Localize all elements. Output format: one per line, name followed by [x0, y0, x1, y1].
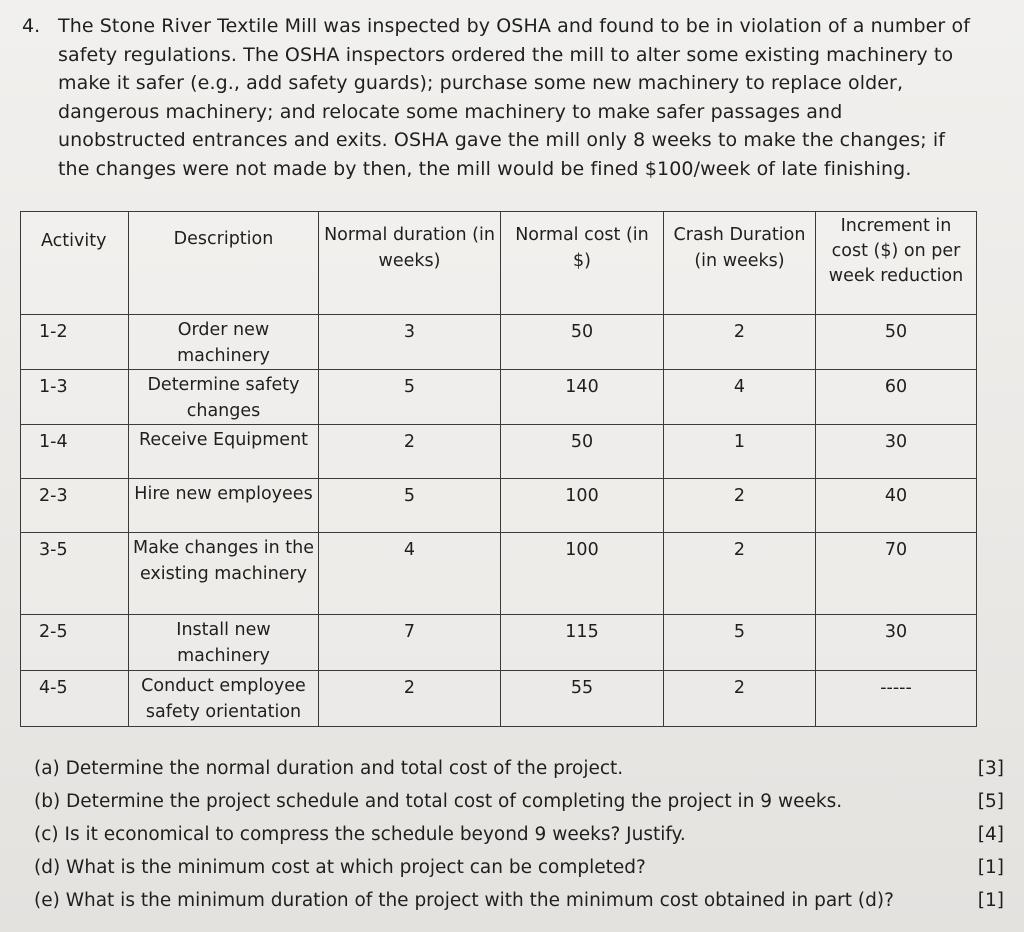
- cell-activity: 4-5: [21, 671, 129, 727]
- cell-activity: 3-5: [21, 533, 129, 615]
- sub-question-marks: [3]: [977, 758, 1004, 779]
- cell-normal-duration: 2: [319, 425, 501, 479]
- cell-normal-cost: 100: [501, 479, 664, 533]
- table-header-row: [21, 212, 977, 315]
- header-activity: Activity: [21, 212, 129, 315]
- cell-normal-cost: 50: [501, 425, 664, 479]
- cell-normal-duration: 4: [319, 533, 501, 615]
- cell-normal-cost: 100: [501, 533, 664, 615]
- cell-activity: 1-3: [21, 370, 129, 425]
- sub-questions: [34, 752, 1004, 917]
- table-row: [21, 671, 977, 727]
- cell-description: Determine safety changes: [129, 370, 319, 425]
- cell-description: Hire new employees: [129, 479, 319, 533]
- sub-question-marks: [4]: [977, 824, 1004, 845]
- cell-increment: -----: [816, 671, 977, 727]
- cell-activity: 1-2: [21, 315, 129, 370]
- cell-increment: 70: [816, 533, 977, 615]
- header-increment-cost: Increment in cost ($) on per week reduction: [816, 212, 977, 315]
- cell-activity: 2-3: [21, 479, 129, 533]
- table-row: [21, 615, 977, 671]
- table-row: [21, 425, 977, 479]
- header-crash-duration: Crash Duration (in weeks): [664, 212, 816, 315]
- table-row: [21, 533, 977, 615]
- cell-description: Install new machinery: [129, 615, 319, 671]
- activity-table-container: [20, 211, 976, 727]
- sub-question-text: (a) Determine the normal duration and total cost of the project.: [34, 758, 624, 779]
- cell-activity: 1-4: [21, 425, 129, 479]
- cell-crash-duration: 1: [664, 425, 816, 479]
- cell-crash-duration: 2: [664, 315, 816, 370]
- cell-normal-cost: 55: [501, 671, 664, 727]
- sub-question-text: (d) What is the minimum cost at which project can be completed?: [34, 857, 646, 878]
- sub-question-marks: [5]: [977, 791, 1004, 812]
- question-number: 4.: [22, 15, 41, 37]
- cell-crash-duration: 4: [664, 370, 816, 425]
- cell-activity: 2-5: [21, 615, 129, 671]
- cell-crash-duration: 5: [664, 615, 816, 671]
- header-normal-duration: Normal duration (in weeks): [319, 212, 501, 315]
- sub-question-text: (e) What is the minimum duration of the project with the minimum cost obtained in part (d)?: [34, 890, 894, 911]
- sub-question-b: [34, 785, 1004, 818]
- table-row: [21, 370, 977, 425]
- cell-increment: 50: [816, 315, 977, 370]
- cell-description: Conduct employee safety orientation: [129, 671, 319, 727]
- sub-question-c: [34, 818, 1004, 851]
- table-row: [21, 479, 977, 533]
- cell-crash-duration: 2: [664, 671, 816, 727]
- header-description: Description: [129, 212, 319, 315]
- cell-crash-duration: 2: [664, 479, 816, 533]
- cell-normal-cost: 115: [501, 615, 664, 671]
- sub-question-a: [34, 752, 1004, 785]
- cell-normal-cost: 140: [501, 370, 664, 425]
- cell-increment: 30: [816, 425, 977, 479]
- cell-normal-cost: 50: [501, 315, 664, 370]
- cell-description: Make changes in the existing machinery: [129, 533, 319, 615]
- cell-increment: 40: [816, 479, 977, 533]
- cell-description: Receive Equipment: [129, 425, 319, 479]
- sub-question-marks: [1]: [977, 890, 1004, 911]
- sub-question-e: [34, 884, 1004, 917]
- question-text: The Stone River Textile Mill was inspected by OSHA and found to be in violation of a number of safety regulations. The OSHA inspectors ordered the mill to alter some existing machinery to make it safer (e.g., add safety guards); purchase some new machinery to replace older, dangerous machinery; and relocate some machinery to make safer passages and unobstructed entrances and exits. OSHA gave the mill only 8 weeks to make the changes; if the changes were not made by then, the mill would be fined $100/week of late finishing.: [58, 15, 970, 180]
- cell-normal-duration: 5: [319, 479, 501, 533]
- cell-normal-duration: 3: [319, 315, 501, 370]
- activity-table: [20, 211, 977, 727]
- cell-normal-duration: 5: [319, 370, 501, 425]
- cell-normal-duration: 2: [319, 671, 501, 727]
- cell-normal-duration: 7: [319, 615, 501, 671]
- header-normal-cost: Normal cost (in $): [501, 212, 664, 315]
- cell-increment: 60: [816, 370, 977, 425]
- table-row: [21, 315, 977, 370]
- cell-description: Order new machinery: [129, 315, 319, 370]
- sub-question-text: (b) Determine the project schedule and total cost of completing the project in 9 weeks.: [34, 791, 843, 812]
- sub-question-marks: [1]: [977, 857, 1004, 878]
- sub-question-d: [34, 851, 1004, 884]
- cell-increment: 30: [816, 615, 977, 671]
- cell-crash-duration: 2: [664, 533, 816, 615]
- sub-question-text: (c) Is it economical to compress the schedule beyond 9 weeks? Justify.: [34, 824, 686, 845]
